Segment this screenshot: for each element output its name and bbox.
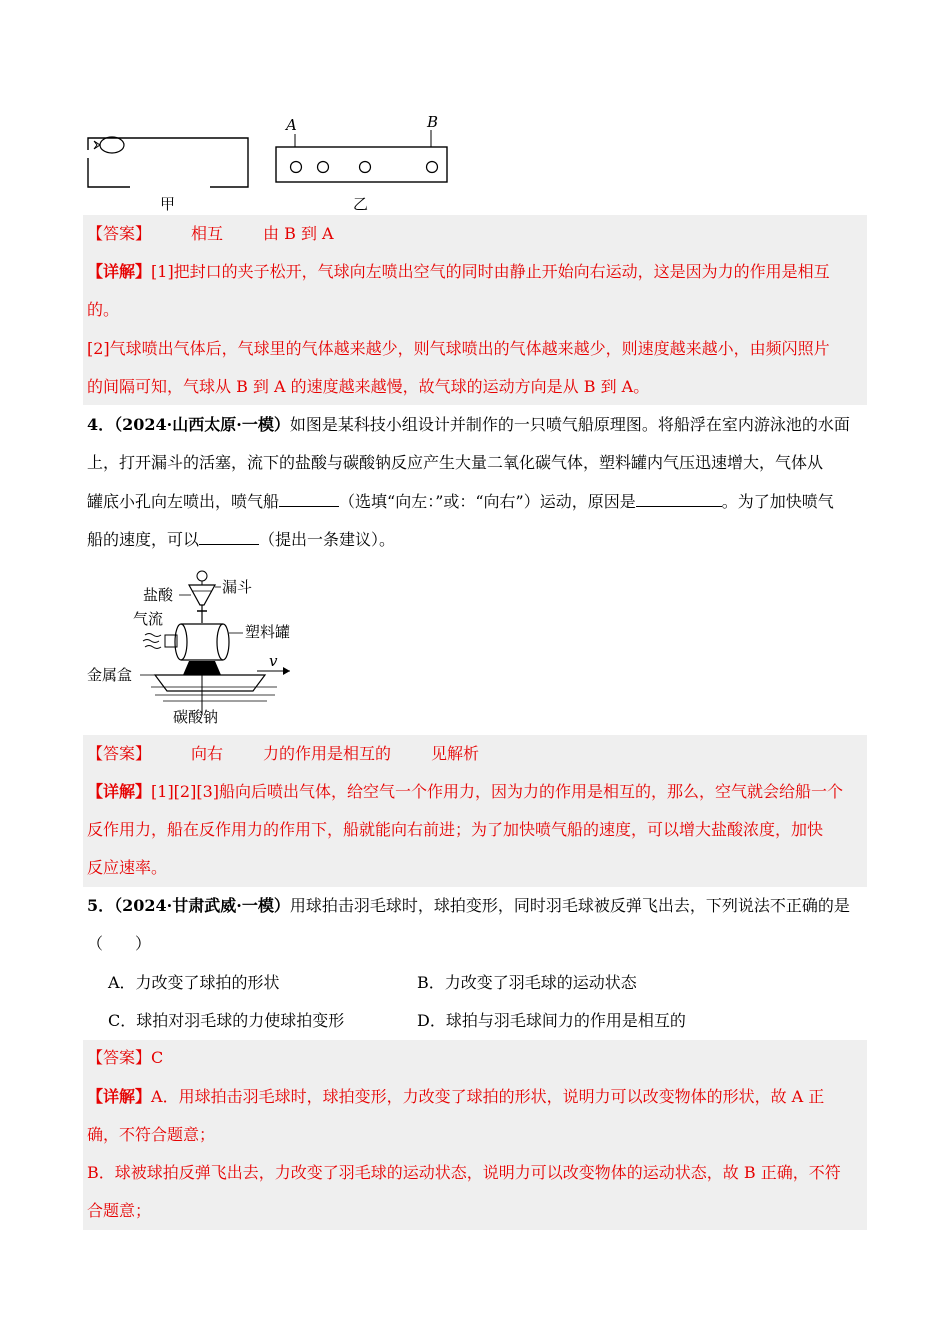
q3-detail-line: 的。 (87, 300, 120, 319)
q3-detail-line: 的间隔可知，气球从 B 到 A 的速度越来越慢，故气球的运动方向是从 B 到 A。 (87, 377, 650, 396)
q5-detail-line: B．球被球拍反弹飞出去，力改变了羽毛球的运动状态，说明力可以改变物体的运动状态，故 B 正确，不符 (87, 1163, 841, 1182)
option-b[interactable]: B．力改变了羽毛球的运动状态 (417, 973, 637, 992)
label-suliaoguan: 塑料罐 (245, 623, 291, 641)
q4-detail-line: 反作用力，船在反作用力的作用下，船就能向右前进；为了加快喷气船的速度，可以增大盐酸浓度，加快 (87, 820, 824, 839)
label-qiliu: 气流 (133, 610, 164, 628)
q3-answer (87, 224, 334, 244)
q4-detail-line (87, 782, 843, 802)
detail-text: [1]把封口的夹子松开，气球向左喷出空气的同时由静止开始向右运动，这是因为力的作用是相互 (151, 262, 830, 281)
question-number: 4． (87, 415, 115, 434)
question-text: 。为了加快喷气 (721, 492, 834, 511)
q5-question-line (87, 896, 850, 916)
label-A: A (286, 116, 297, 134)
q5-answer (87, 1048, 163, 1068)
option-d[interactable]: D．球拍与羽毛球间力的作用是相互的 (417, 1011, 686, 1030)
question-source: （2024·山西太原·一模） (114, 415, 290, 434)
question-text: 船的速度，可以 (87, 530, 200, 549)
label-loudou: 漏斗 (222, 578, 253, 596)
label-tansuanna: 碳酸钠 (173, 708, 219, 726)
q4-question-line: 上，打开漏斗的活塞，流下的盐酸与碳酸钠反应产生大量二氧化碳气体，塑料罐内气压迅速增大，气体从 (87, 453, 824, 472)
answer-value: 向右 (191, 744, 224, 763)
q5-detail-line: 合题意； (87, 1201, 152, 1220)
q3-detail-line: [2]气球喷出气体后，气球里的气体越来越少，则气球喷出的气体越来越少，则速度越来越小，由频闪照片 (87, 339, 830, 358)
detail-text: A．用球拍击羽毛球时，球拍变形，力改变了球拍的形状，说明力可以改变物体的形状，故 A 正 (151, 1087, 825, 1106)
option-c[interactable]: C．球拍对羽毛球的力使球拍变形 (108, 1011, 345, 1030)
label-yi: 乙 (353, 195, 369, 213)
detail-text: [1][2][3]船向后喷出气体，给空气一个作用力，因为力的作用是相互的，那么，空气就会给船一个 (151, 782, 844, 801)
q4-answer (87, 744, 479, 764)
answer-label: 【答案】 (87, 744, 152, 763)
answer-label: 【答案】 (87, 1048, 152, 1067)
detail-label: 【详解】 (87, 262, 152, 281)
answer-value: 力的作用是相互的 (263, 744, 392, 763)
q4-detail-line: 反应速率。 (87, 858, 168, 877)
detail-label: 【详解】 (87, 782, 152, 801)
answer-value: 见解析 (431, 744, 480, 763)
question-text: 如图是某科技小组设计并制作的一只喷气船原理图。将船浮在室内游泳池的水面 (289, 415, 850, 434)
answer-blank[interactable] (636, 492, 722, 507)
answer-value: C (151, 1048, 164, 1067)
answer-blank[interactable] (199, 530, 259, 545)
question-text: 罐底小孔向左喷出，喷气船 (87, 492, 280, 511)
answer-blank[interactable] (279, 492, 339, 507)
q4-question-line (87, 415, 850, 435)
figure-jia-yi (80, 108, 460, 218)
q4-question-line (87, 530, 395, 550)
question-text: （提出一条建议）。 (259, 530, 396, 549)
answer-value: 相互 (191, 224, 224, 243)
answer-value: 由 B 到 A (263, 224, 334, 243)
jet-boat-diagram (85, 565, 315, 735)
q5-detail-line: 确，不符合题意； (87, 1125, 216, 1144)
q4-question-line (87, 492, 834, 512)
question-number: 5． (87, 896, 115, 915)
balloon-track-diagram (80, 108, 460, 218)
detail-label: 【详解】 (87, 1087, 152, 1106)
label-yansuan: 盐酸 (143, 586, 174, 604)
q5-question-line: （ ） (87, 934, 152, 953)
label-B: B (427, 113, 439, 131)
label-jia: 甲 (160, 195, 176, 213)
question-source: （2024·甘肃武威·一模） (114, 896, 290, 915)
question-text: （选填“向左：”或：“向右”）运动，原因是 (339, 492, 636, 511)
question-text: 用球拍击羽毛球时，球拍变形，同时羽毛球被反弹飞出去，下列说法不正确的是 (289, 896, 850, 915)
q5-detail-line (87, 1087, 824, 1107)
label-jinshuhe: 金属盒 (87, 666, 133, 684)
label-v: v (269, 652, 278, 670)
option-a[interactable]: A．力改变了球拍的形状 (108, 973, 280, 992)
answer-label: 【答案】 (87, 224, 152, 243)
q3-detail-line (87, 262, 830, 282)
